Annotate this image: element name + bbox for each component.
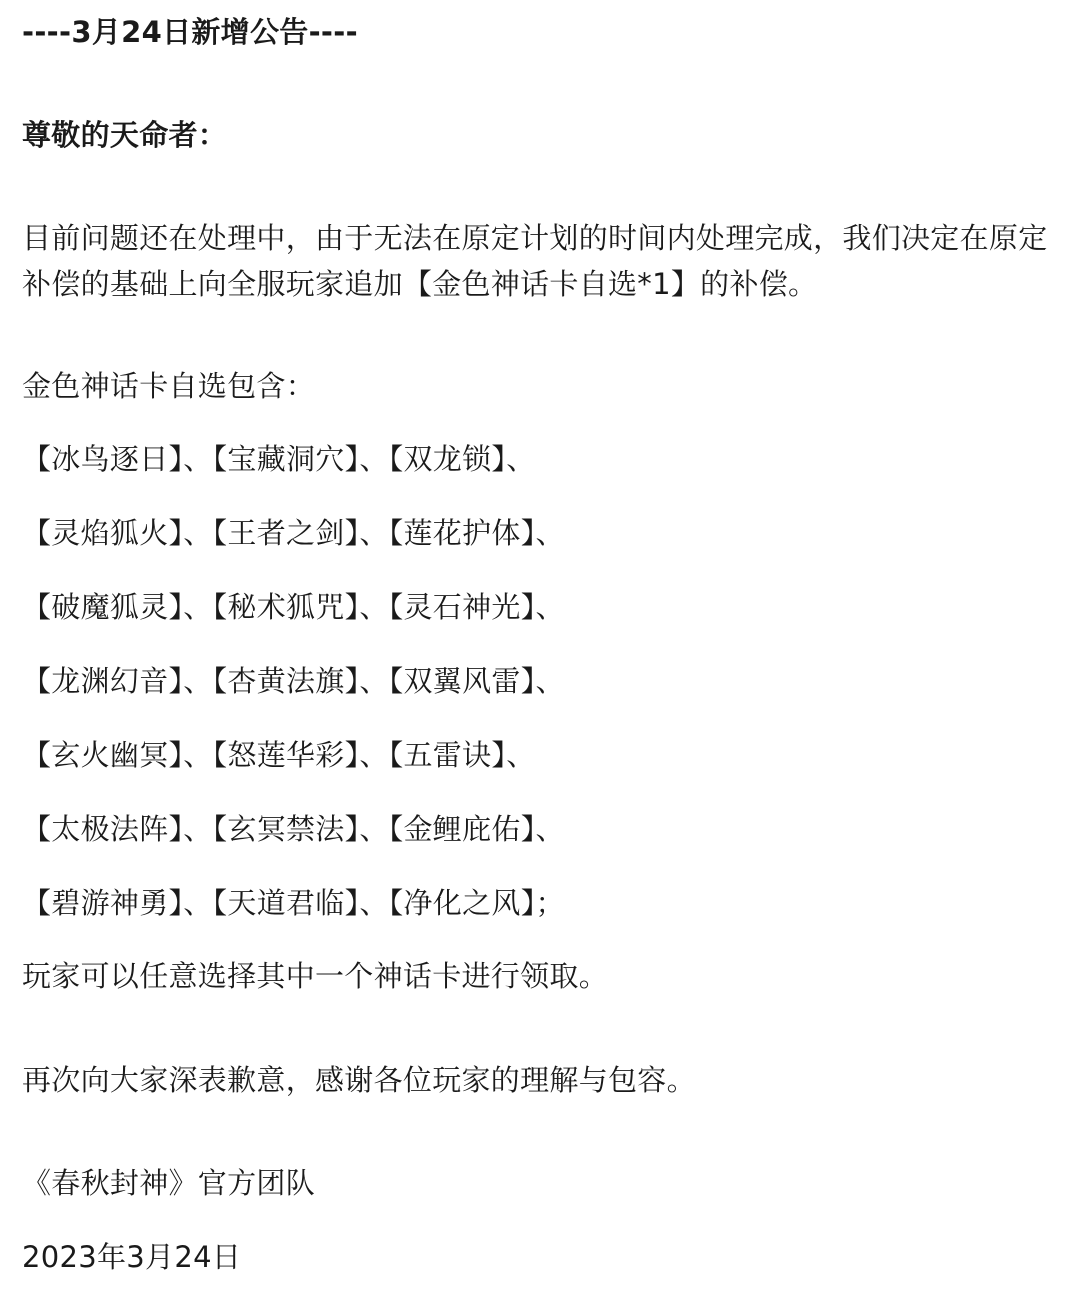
body-line-2: 补偿的基础上向全服玩家追加【金色神话卡自选*1】的补偿。 <box>22 267 818 301</box>
card-list-row: 【破魔狐灵】、【秘术狐咒】、【灵石神光】、 <box>22 590 565 624</box>
signature: 《春秋封神》官方团队 <box>22 1166 316 1200</box>
greeting: 尊敬的天命者： <box>22 118 228 152</box>
card-list-row: 【龙渊幻音】、【杏黄法旗】、【双翼风雷】、 <box>22 664 565 698</box>
card-list-row: 【冰鸟逐日】、【宝藏洞穴】、【双龙锁】、 <box>22 442 536 476</box>
card-list-row: 【玄火幽冥】、【怒莲华彩】、【五雷诀】、 <box>22 738 536 772</box>
announcement-header: ----3月24日新增公告---- <box>22 15 358 49</box>
card-list-row: 【碧游神勇】、【天道君临】、【净化之风】； <box>22 886 565 920</box>
cards-intro: 金色神话卡自选包含： <box>22 369 316 403</box>
choose-note: 玩家可以任意选择其中一个神话卡进行领取。 <box>22 959 609 993</box>
body-line-1: 目前问题还在处理中，由于无法在原定计划的时间内处理完成，我们决定在原定 <box>22 221 1048 255</box>
apology-text: 再次向大家深表歉意，感谢各位玩家的理解与包容。 <box>22 1063 696 1097</box>
card-list-row: 【灵焰狐火】、【王者之剑】、【莲花护体】、 <box>22 516 565 550</box>
card-list-row: 【太极法阵】、【玄冥禁法】、【金鲤庇佑】、 <box>22 812 565 846</box>
announcement-date: 2023年3月24日 <box>22 1240 242 1274</box>
